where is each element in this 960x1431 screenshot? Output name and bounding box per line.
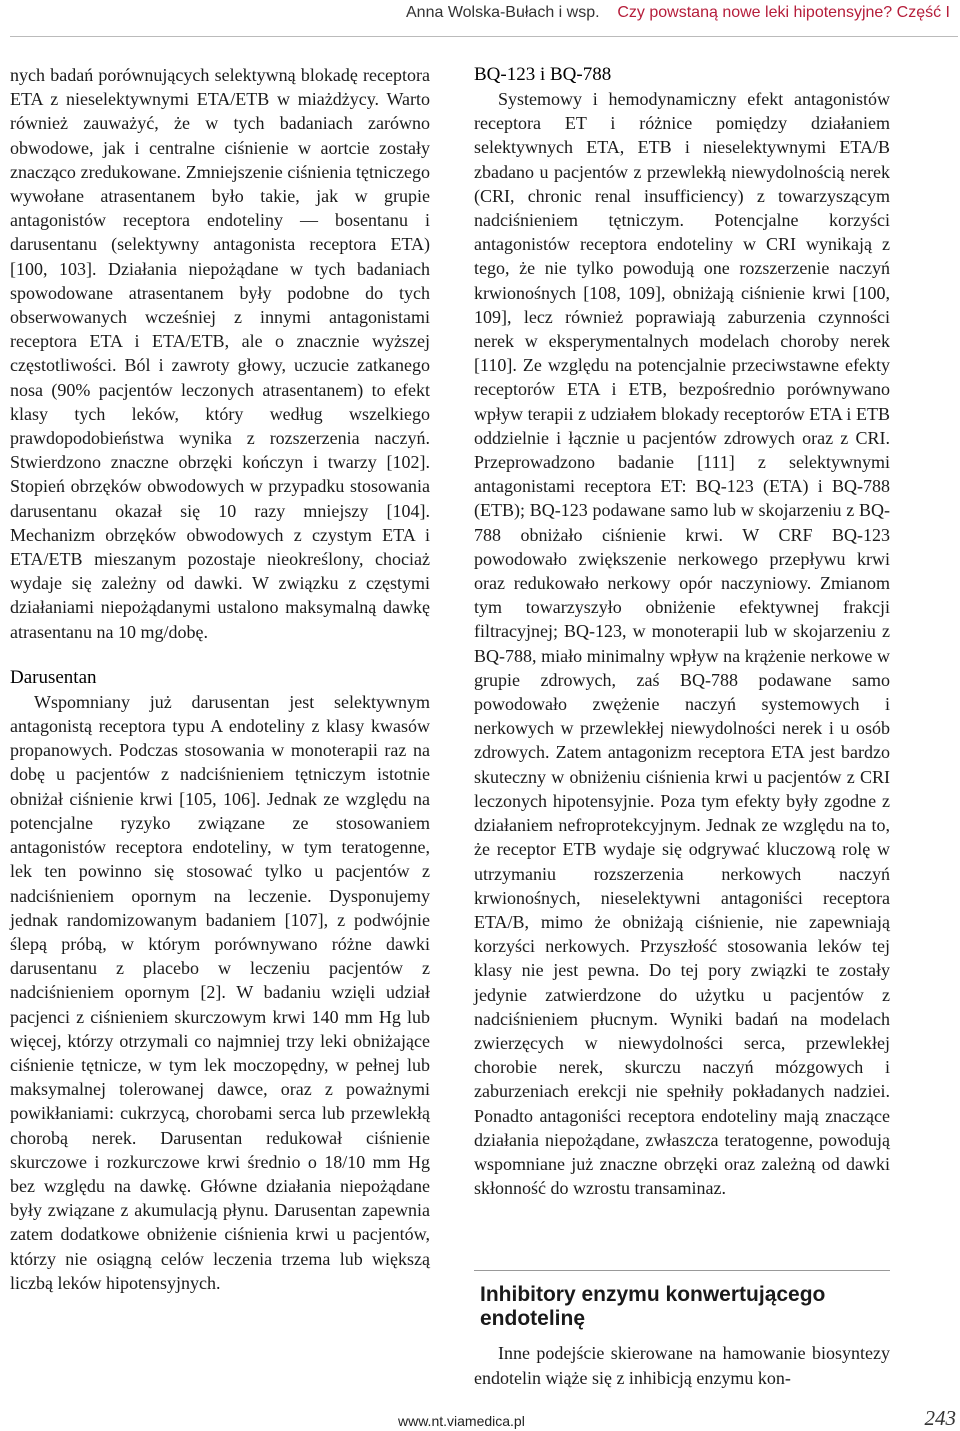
section-heading-inhibitory: Inhibitory enzymu konwertującego endotelinę (480, 1283, 826, 1331)
header-rule (10, 36, 958, 37)
section-heading-bq: BQ-123 i BQ-788 (474, 64, 612, 85)
page-number: 243 (924, 1406, 956, 1430)
body-paragraph: Wspomniany już darusentan jest selektywnym antagonistą receptora typu A endoteliny z klasy kwasów propanowych. Podczas stosowania w monoterapii raz na dobę u pacjentów z nadciśnieniem tętniczym istotnie obniżał ciśnienie krwi [105, 106]. Jednak ze względu na potencjalne ryzyko związane ze stosowaniem antagonistów receptora endoteliny, w tym teratogenne, lek ten powinno się stosować tylko u pacjentów z nadciśnieniem opornym na leczenie. Dysponujemy jednak randomizowanym badaniem [107], z podwójnie ślepą próbą, w którym porównywano różne dawki darusentanu z placebo w leczeniu pacjentów z nadciśnieniem opornym [2]. W badaniu wzięli udział pacjenci z ciśnieniem skurczowym krwi 140 mm Hg lub więcej, którzy otrzymali co najmniej trzy leki obniżające ciśnienie tętnicze, w tym lek moczopędny, w pełnej lub maksymalnej tolerowanej dawce, oraz z poważnymi powikłaniami: cukrzycą, chorobami serca lub przewlekłą chorobą nerek. Darusentan redukował ciśnienie skurczowe i rozkurczowe krwi średnio o 18/10 mm Hg bez względu na dawkę. Główne działania niepożądane były związane z akumulacją płynu. Darusentan zapewnia zatem dodatkowe obniżenie ciśnienia krwi u pacjentów, którzy nie osiągną celów leczenia trzema lub większą liczbą leków hipotensyjnych. (10, 691, 430, 1293)
body-paragraph: Inne podejście skierowane na hamowanie biosyntezy endotelin wiąże się z inhibicją enzymu kon- (474, 1343, 890, 1388)
header-separator (604, 4, 613, 21)
header-article-title: Czy powstaną nowe leki hipotensyjne? Część I (617, 4, 950, 21)
body-paragraph: nych badań porównujących selektywną blokadę receptora ETA z nieselektywnymi ETA/ETB w miażdżycy. Warto również zauważyć, że w tych badaniach zarówno obwodowe, jak i centralne ciśnienie w aortcie zostały znacząco zredukowane. Zmniejszenie ciśnienia tętniczego wywołane atrasentanem było takie, jak w grupie antagonistów receptora endoteliny — bosentanu i darusentanu (selektywny antagonista receptora ETA) [100, 103]. Działania niepożądane w tych badaniach spowodowane atrasentanem były podobne do tych obserwowanych wcześniej z innymi antagonistami receptora ETA i ETA/ETB, ale o znacznie wyższej częstotliwości. Ból i zawroty głowy, uczucie zatkanego nosa (90% pacjentów leczonych atrasentanem) to efekt klasy tych leków, który według wszelkiego prawdopodobieństwa wynika z rozszerzenia naczyń. Stwierdzono znaczne obrzęki kończyn i twarzy [102]. Stopień obrzęków obwodowych w przypadku stosowania darusentanu okazał się 10 razy mniejszy [104]. Mechanizm obrzęków obwodowych z czystym ETA i ETA/ETB mieszanym pozostaje nieokreślony, chociaż wydaje się zależny od dawki. W związku z częstymi działaniami niepożądanymi ustalono maksymalną dawkę atrasentanu na 10 mg/dobę. (10, 65, 430, 642)
body-paragraph: Systemowy i hemodynamiczny efekt antagonistów receptora ET i różnice pomiędzy działaniem selektywnych ETA, ETB i nieselektywnymi ETA/B zbadano u pacjentów z przewlekłą niewydolnością nerek (CRI, chronic renal insufficiency) z towarzyszącym nadciśnieniem tętniczym. Potencjalne korzyści antagonistów receptora endoteliny w CRI wynikają z tego, że nie tylko powodują one rozszerzenie naczyń krwionośnych [108, 109], obniżają ciśnienie krwi [100, 109], lecz również poprawiają zaburzenia czynności nerek w eksperymentalnych modelach choroby nerek [110]. Ze względu na potencjalnie przeciwstawne efekty receptorów ETA i ETB, bezpośrednio porównywano wpływ terapii z udziałem blokady receptorów ETA i ETB oddzielnie i łącznie u pacjentów zdrowych oraz z CRI. Przeprowadzono badanie [111] z selektywnymi antagonistami receptora ET: BQ-123 (ETA) i BQ-788 (ETB); BQ-123 podawane samo lub w skojarzeniu z BQ-788 obniżało ciśnienie krwi. W CRF BQ-123 powodowało zwiększenie nerkowego przepływu krwi oraz redukowało nerkowy opór naczyniowy. Zmianom tym towarzyszyło obniżenie efektywnej frakcji filtracyjnej; BQ-123, w monoterapii lub w skojarzeniu z BQ-788, miało minimalny wpływ na krążenie nerkowe w grupie zdrowych, zaś BQ-788 podawane samo powodowało zwężenie naczyń systemowych i nerkowych w przewlekłej niewydolności nerek i u osób zdrowych. Zatem antagonizm receptora ETA jest bardzo skuteczny w obniżeniu ciśnienia krwi u pacjentów z CRI leczonych hipotensyjnie. Poza tym efekty były zgodne z działaniem nefroprotekcyjnym. Jednak ze względu na to, że receptor ETB wydaje się odgrywać kluczową rolę w utrzymaniu rozszerzenia nerkowych naczyń krwionośnych, nieselektywni antagoniści receptora ETA/B, mimo że obniżają ciśnienie, nie zapewniają korzyści nerkowych. Przyszłość stosowania leków tej klasy nie jest pewna. Do tej pory związki te zostały jedynie zatwierdzone do użytku u pacjentów z nadciśnieniem płucnym. Wyniki badań na modelach zwierzęcych w niewydolności serca, przewlekłej chorobie nerek, skurczu naczyń mózgowych i zaburzeniach erekcji nie spełniły pokładanych nadziei. Ponadto antagoniści receptora endoteliny mają znaczące działania niepożądane, zwłaszcza teratogenne, powodują wspomniane już znaczne obrzęki oraz zależną od dawki skłonność do wzrostu transaminaz. (474, 89, 890, 1199)
left-column (10, 63, 430, 1295)
running-head (406, 4, 950, 22)
right-column (474, 63, 890, 1390)
section-inhibitory (474, 1270, 890, 1389)
section-heading-darusentan: Darusentan (10, 666, 97, 688)
header-authors: Anna Wolska-Bułach i wsp. (406, 4, 600, 21)
footer-url: www.nt.viamedica.pl (398, 1413, 525, 1429)
